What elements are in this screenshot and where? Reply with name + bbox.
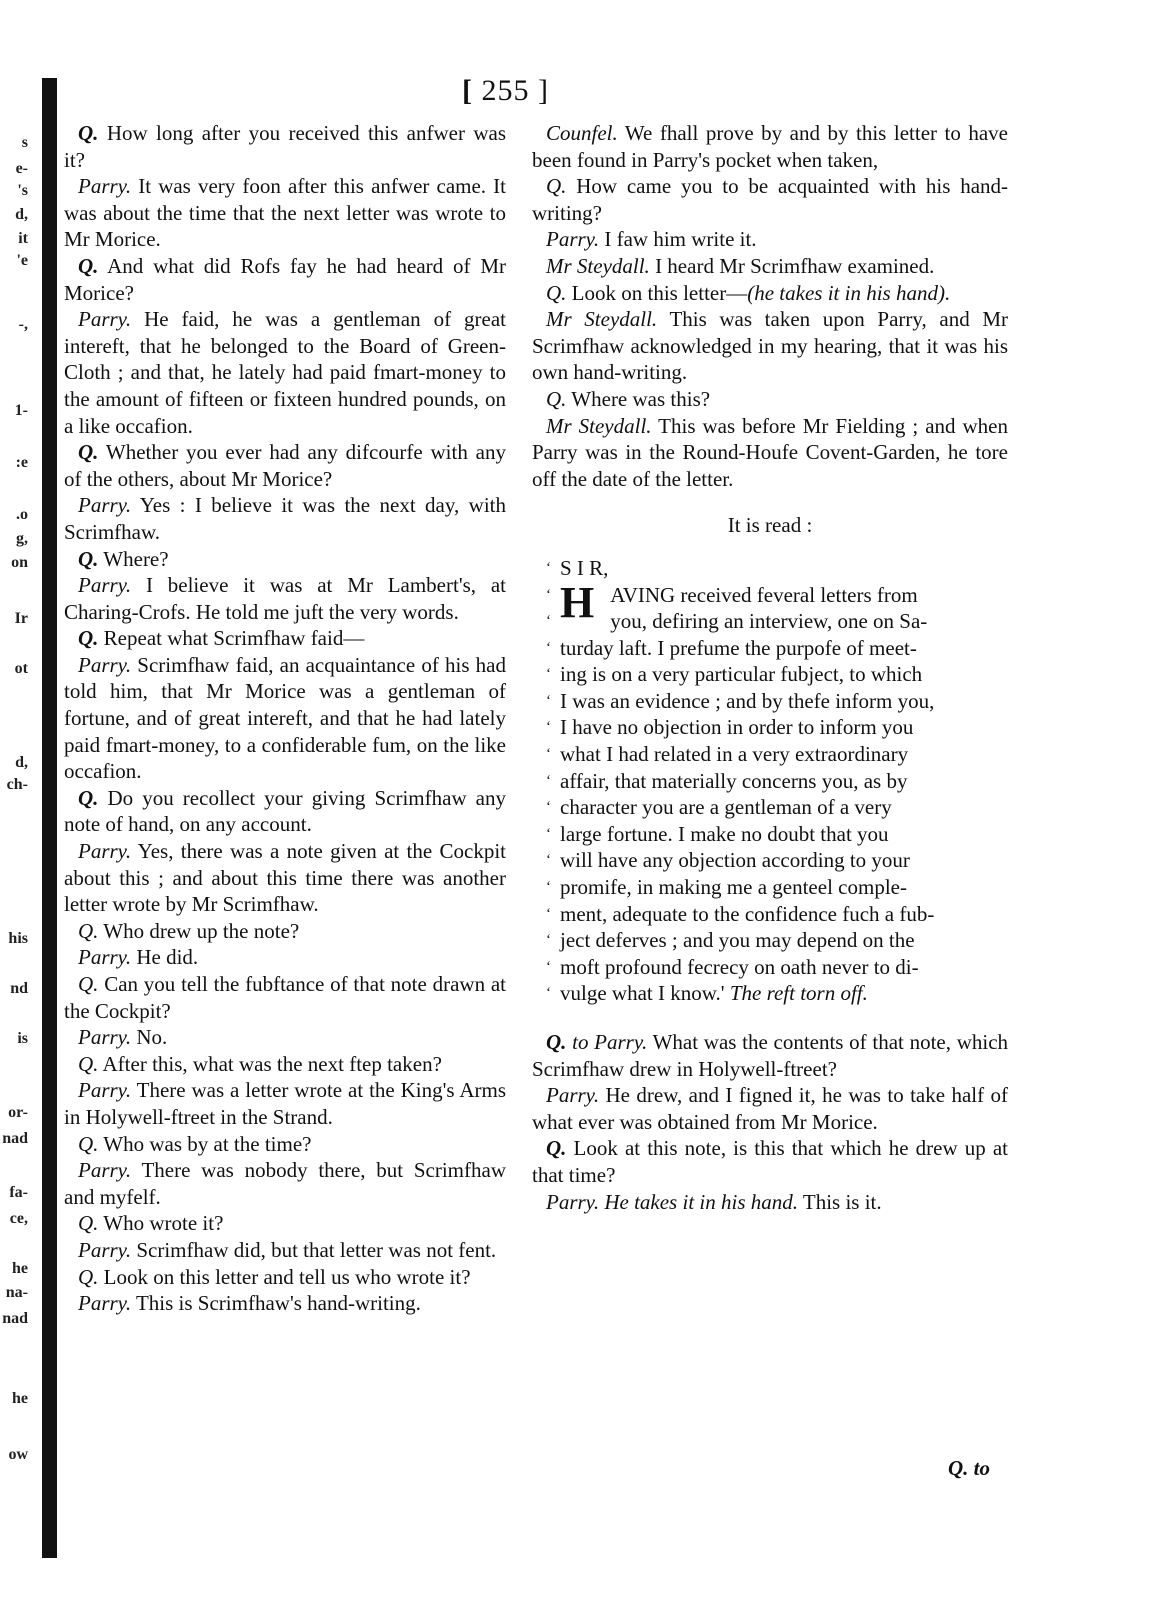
gutter-fragment: 'e [16,252,28,269]
speaker-label: Q. [78,440,99,465]
dialogue-text: Who drew up the note? [103,918,300,943]
speaker-label: Parry. [78,1158,132,1183]
dialogue-paragraph [532,1135,1008,1188]
dialogue-paragraph [64,652,506,785]
gutter-fragment: nad [2,1310,28,1327]
dialogue-text: I faw him write it. [604,227,757,252]
speaker-label: Counfel. [546,121,618,145]
letter-line [532,714,1008,741]
dialogue-text: Do you recollect your giving Scrimfhaw any note of hand, on any account. [64,785,506,837]
letter-line [532,661,1008,688]
speaker-label: Q. [78,785,99,810]
dialogue-paragraph [532,226,1008,253]
gutter-fragment: nd [10,980,28,997]
left-column [64,120,506,1317]
dialogue-paragraph [64,546,506,573]
gutter-fragment: on [11,554,28,571]
adjacent-page-fragments [0,120,36,1570]
gutter-fragment: e- [15,160,28,177]
dialogue-paragraph [532,386,1008,413]
letter-text: I have no objection in order to inform you [560,715,914,740]
gutter-fragment: Ir [14,610,28,627]
letter-text: affair, that materially concerns you, as by [560,768,908,793]
dialogue-paragraph [532,306,1008,386]
speaker-label: Parry. [78,174,132,199]
dialogue-text: Repeat what Scrimfhaw faid— [103,626,365,651]
binding-shadow [42,78,57,1558]
speaker-label: Q. [546,280,567,305]
speaker-suffix: to Parry. [572,1030,648,1054]
dialogue-paragraph [532,280,1008,307]
speaker-label: Mr Steydall. [546,253,650,278]
letter-block [532,555,1008,1007]
letter-text: character you are a gentleman of a very [560,795,892,820]
gutter-fragment: ow [8,1446,28,1463]
gutter-fragment: it [18,230,28,247]
right-column [532,120,1008,1215]
speaker-label: Parry. [546,1189,600,1214]
dialogue-paragraph [64,625,506,652]
gutter-fragment: is [17,1030,28,1047]
speaker-label: Mr Steydall. [546,307,658,332]
dialogue-paragraph [532,1189,1008,1216]
dialogue-text: This is it. [802,1189,882,1214]
dialogue-text: I believe it was at Mr Lambert's, at Charing-Crofs. He told me juft the very words. [64,573,507,624]
speaker-label: Mr Steydall. [546,413,652,438]
speaker-label: Parry. [546,1083,600,1108]
dialogue-paragraph [532,173,1008,226]
letter-text: turday laft. I prefume the purpofe of meet- [560,635,917,660]
speaker-label: Parry. [78,945,132,970]
speaker-label: Parry. [546,227,600,252]
catchword: Q. to [948,1456,990,1480]
letter-text: ment, adequate to the confidence fuch a fub- [560,901,935,926]
letter-body [532,577,1008,1008]
speaker-label: Q. [78,1051,99,1076]
dialogue-paragraph [64,1051,506,1078]
gutter-fragment: fa- [9,1184,28,1201]
letter-text: you, defiring an interview, one on Sa- [610,609,928,634]
gutter-fragment: ce, [9,1210,28,1227]
gutter-fragment: his [8,930,28,947]
dialogue-text: Where? [103,546,169,571]
dialogue-paragraph [64,944,506,971]
dialogue-text: He drew, and I figned it, he was to take half of what ever was obtained from Mr Morice. [532,1083,1009,1134]
letter-text: vulge what I know.' [560,981,725,1006]
speaker-label: Q. [78,546,99,571]
speaker-label: Q. [78,253,99,278]
speaker-label: Q. [78,1131,99,1156]
dialogue-text: This was before Mr Fielding ; and when Parry was in the Round-Houfe Covent-Garden, he tore off the date of the letter. [532,413,1008,491]
dialogue-text: Look on this letter and tell us who wrote it? [103,1264,471,1289]
letter-line [532,901,1008,928]
dialogue-text: After this, what was the next ftep taken? [102,1051,442,1076]
dialogue-text: He did. [136,945,199,970]
letter-line [532,821,1008,848]
speaker-label: Q. [78,1211,99,1236]
dialogue-paragraph [64,572,506,625]
dialogue-text: What was the contents of that note, which Scrimfhaw drew in Holywell-ftreet? [532,1030,1009,1081]
letter-line [532,608,1008,635]
speaker-label: Parry. [78,573,132,598]
gutter-fragment: s [21,134,28,151]
speaker-label: Parry. [78,1025,132,1050]
gutter-fragment: 's [17,182,28,199]
stage-direction: (he takes it in his hand). [747,280,951,305]
speaker-label: Parry. [78,493,132,518]
dialogue-text: No. [136,1025,168,1050]
letter-line [532,927,1008,954]
read-heading: It is read : [727,513,813,538]
dialogue-text: Who wrote it? [103,1211,224,1236]
dialogue-text: Who was by at the time? [103,1131,312,1156]
speaker-label: Parry. [78,307,132,332]
dialogue-text: I heard Mr Scrimfhaw examined. [655,253,935,278]
letter-text: what I had related in a very extraordinary [560,742,909,767]
speaker-label: Q. [78,972,99,996]
speaker-label: Q. [546,1136,567,1161]
dialogue-paragraph [64,1157,506,1210]
dialogue-text: How long after you received this anfwer was it? [64,121,506,172]
gutter-fragment: :e [15,454,28,471]
dialogue-paragraph [64,971,506,1024]
dialogue-paragraph [64,838,506,918]
dialogue-paragraph [64,785,506,838]
letter-line [532,688,1008,715]
dialogue-text: Where was this? [571,386,711,411]
speaker-label: Q. [78,626,99,651]
speaker-label: Q. [78,121,99,145]
gutter-fragment: .o [16,506,28,523]
letter-text: moft profound fecrecy on oath never to di- [560,954,919,979]
dialogue-paragraph [64,173,506,253]
speaker-label: Parry. [78,1237,132,1262]
stage-direction: He takes it in his hand. [604,1189,798,1214]
gutter-fragment: d, [15,754,28,771]
gutter-fragment: na- [5,1284,28,1301]
gutter-fragment: nad [2,1130,28,1147]
letter-line [532,741,1008,768]
dialogue-text: Whether you ever had any difcourfe with any of the others, about Mr Morice? [64,440,506,491]
right-column-dialogue-continued [532,1029,1008,1215]
dialogue-paragraph [64,1290,506,1317]
dialogue-text: There was a letter wrote at the King's Arms in Holywell-ftreet in the Strand. [64,1078,507,1129]
dialogue-text: Look at this note, is this that which he drew up at that time? [532,1136,1009,1187]
dialogue-text: We fhall prove by and by this letter to have been found in Parry's pocket when taken, [532,121,1008,172]
dialogue-text: Scrimfhaw faid, an acquaintance of his had told him, that Mr Morice was a gentleman of fortune, and of great intereft, and that he had lately paid fmart-money, to a confiderable fum, on the like occafion. [64,652,507,784]
dialogue-paragraph [64,492,506,545]
torn-note: The reft torn off. [729,981,868,1006]
letter-text: I was an evidence ; and by thefe inform you, [560,688,935,713]
speaker-label: Parry. [78,1291,132,1316]
dialogue-text: Can you tell the fubftance of that note drawn at the Cockpit? [64,972,506,1023]
letter-line [532,794,1008,821]
gutter-fragment: 1- [14,402,28,419]
gutter-fragment: he [12,1390,28,1407]
dialogue-paragraph [64,1024,506,1051]
gutter-fragment: ch- [6,776,28,793]
dialogue-paragraph [64,253,506,306]
dialogue-paragraph [64,1237,506,1264]
dialogue-text: And what did Rofs fay he had heard of Mr Morice? [64,253,507,305]
letter-line [532,980,1008,1007]
speaker-label: Q. [78,918,99,943]
dialogue-text: Yes, there was a note given at the Cockpit about this ; and about this time there was another letter wrote by Mr Scrimfhaw. [64,839,506,917]
gutter-fragment: he [12,1260,28,1277]
dialogue-paragraph [532,1029,1008,1082]
gutter-fragment: or- [8,1104,28,1121]
gutter-fragment: -, [18,316,28,333]
dialogue-paragraph [64,1077,506,1130]
speaker-label: Parry. [78,652,132,677]
gutter-fragment: g, [16,530,28,547]
dialogue-paragraph [64,1264,506,1291]
letter-text: large fortune. I make no doubt that you [560,821,889,846]
letter-salutation: ‘ S I R, [532,555,1008,582]
dialogue-paragraph [64,120,506,173]
dialogue-text: There was nobody there, but Scrimfhaw and myfelf. [64,1158,506,1209]
dialogue-text: It was very foon after this anfwer came. It was about the time that the next letter was wrote to Mr Morice. [64,174,507,252]
dialogue-paragraph [64,1131,506,1158]
speaker-label: Parry. [78,839,132,864]
dialogue-text: This is Scrimfhaw's hand-writing. [135,1291,421,1316]
dialogue-text: This was taken upon Parry, and Mr Scrimfhaw acknowledged in my hearing, that it was his own hand-writing. [532,307,1009,385]
dialogue-paragraph [532,1082,1008,1135]
letter-line [532,874,1008,901]
dialogue-paragraph [64,306,506,439]
letter-line [532,768,1008,795]
dialogue-text: Yes : I believe it was the next day, with Scrimfhaw. [64,493,506,544]
speaker-label: Q. [546,1030,567,1054]
drop-cap: ‘ H [560,577,595,627]
right-column-dialogue [532,120,1008,492]
speaker-label: Q. [546,386,567,411]
dialogue-text: How came you to be acquainted with his hand-writing? [532,174,1009,225]
speaker-label: Parry. [78,1078,132,1103]
letter-text: AVING received feveral letters from [610,582,918,607]
letter-line [532,954,1008,981]
dialogue-paragraph [64,1210,506,1237]
letter-line [532,847,1008,874]
letter-text: promife, in making me a genteel comple- [560,875,907,900]
speaker-label: Q. [78,1264,99,1289]
letter-text: will have any objection according to your [560,848,910,873]
letter-text: ing is on a very particular fubject, to which [560,662,923,687]
dialogue-paragraph [64,439,506,492]
dialogue-paragraph [532,253,1008,280]
gutter-fragment: ot [14,660,28,677]
dialogue-text: Look on this letter— [571,280,748,305]
dialogue-paragraph [532,120,1008,173]
dialogue-text: Scrimfhaw did, but that letter was not fent. [136,1237,497,1262]
letter-text: ject deferves ; and you may depend on the [560,928,915,953]
letter-line [532,635,1008,662]
gutter-fragment: d, [15,206,28,223]
speaker-label: Q. [546,174,567,199]
dialogue-paragraph [64,918,506,945]
page-number: [ 255 ] [462,74,549,107]
dialogue-text: He faid, he was a gentleman of great intereft, that he belonged to the Board of Green-Cloth ; and that, he lately had paid fmart-money to the amount of fifteen or fixteen hundred pounds, on a like occafion. [64,307,506,438]
dialogue-paragraph [532,413,1008,493]
